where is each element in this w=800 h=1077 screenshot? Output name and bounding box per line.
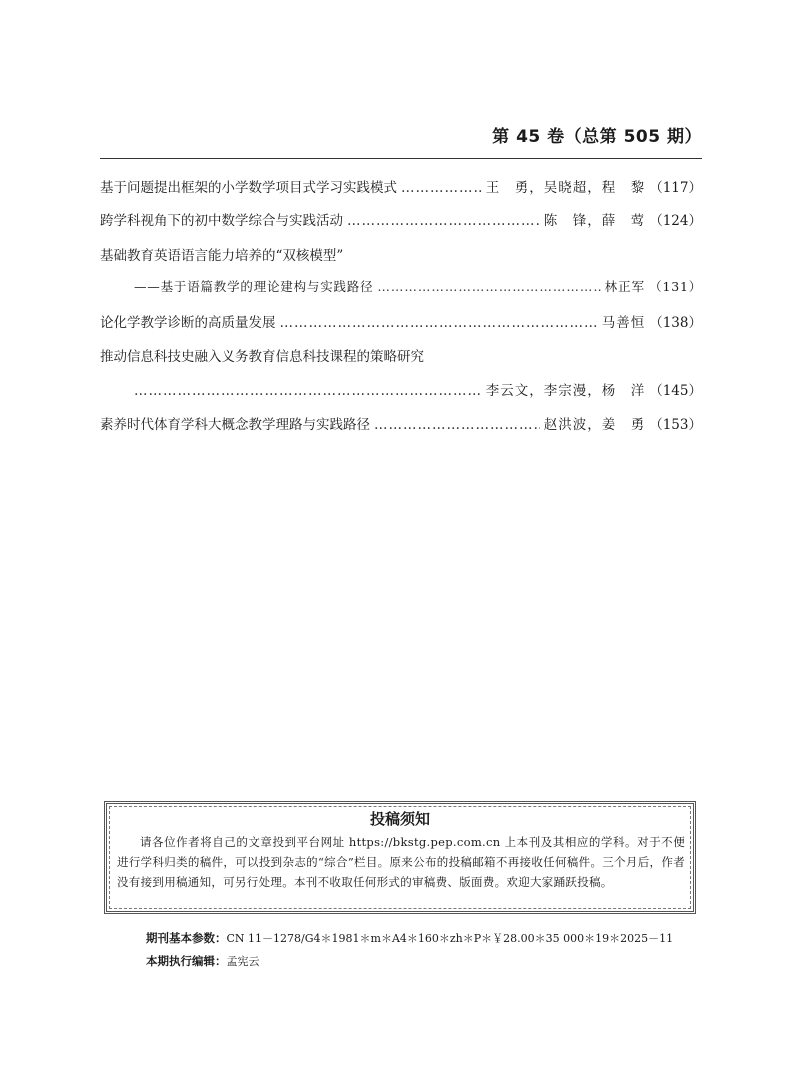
toc-entry-title: 基于问题提出框架的小学数学项目式学习实践模式 [100,180,397,196]
toc-entry[interactable] [100,209,702,233]
toc-entry-title: 跨学科视角下的初中数学综合与实践活动 [100,213,343,229]
toc-entry-page: （124） [649,213,702,229]
toc-entry-author: 王 勇，吴晓超，程 黎 [485,180,646,196]
toc-entry-author: 马善恒 [601,315,646,331]
leader-dots [374,417,540,433]
leader-dots [280,315,598,331]
toc-entry-title: 素养时代体育学科大概念教学理路与实践路径 [100,417,370,433]
toc-entry-author: 林正军 [604,279,646,294]
editor-value: 孟宪云 [226,955,260,968]
leader-dots [134,383,482,399]
toc-entry-title: 论化学教学诊断的高质量发展 [100,315,276,331]
toc-entry[interactable] [134,277,702,301]
toc-entry-page: （117） [649,180,702,196]
submission-notice-box [104,801,696,914]
toc-entry[interactable] [100,413,702,437]
leader-dots [401,180,482,196]
params-value: CN 11－1278/G4＊1981＊m＊A4＊160＊zh＊P＊￥28.00＊35 000＊19＊2025－11 [226,932,674,945]
notice-body: 请各位作者将自己的文章投到平台网址 https://bkstg.pep.com.cn 上本刊及其相应的学科。对于不便进行学科归类的稿件，可以投到杂志的“综合”栏目。原来公布的投稿邮箱不再接收任何稿件。三个月后，作者没有接到用稿通知，可另行处理。本刊不收取任何形式的审稿费、版面费。欢迎大家踊跃投稿。 [117,835,685,889]
toc-entry-author: 陈 锋，薛 莺 [543,213,646,229]
toc-entry-title[interactable]: 基础教育英语语言能力培养的“双核模型” [100,248,344,264]
toc-entry[interactable] [100,176,702,200]
toc-entry-page: （138） [649,315,702,331]
volume-issue-heading: 第 45 卷（总第 505 期） [492,127,702,147]
toc-entry-page: （153） [649,417,702,433]
toc-entry-subtitle: ——基于语篇教学的理论建构与实践路径 [134,279,374,294]
executive-editor [146,953,260,969]
toc-entry-author: 赵洪波，姜 勇 [543,417,646,433]
toc-entry-page: （131） [649,279,702,294]
toc-entry[interactable] [100,311,702,335]
toc-entry-author: 李云文，李宗漫，杨 洋 [485,383,646,399]
toc-entry-page: （145） [649,383,702,399]
params-label: 期刊基本参数： [146,931,227,945]
notice-title: 投稿须知 [369,810,430,828]
toc-entry[interactable] [134,379,702,403]
leader-dots [377,279,600,294]
header-divider [100,158,702,159]
editor-label: 本期执行编辑： [146,954,227,968]
toc-entry-title[interactable]: 推动信息科技史融入义务教育信息科技课程的策略研究 [100,349,424,365]
leader-dots [347,213,540,229]
journal-parameters [146,930,673,946]
